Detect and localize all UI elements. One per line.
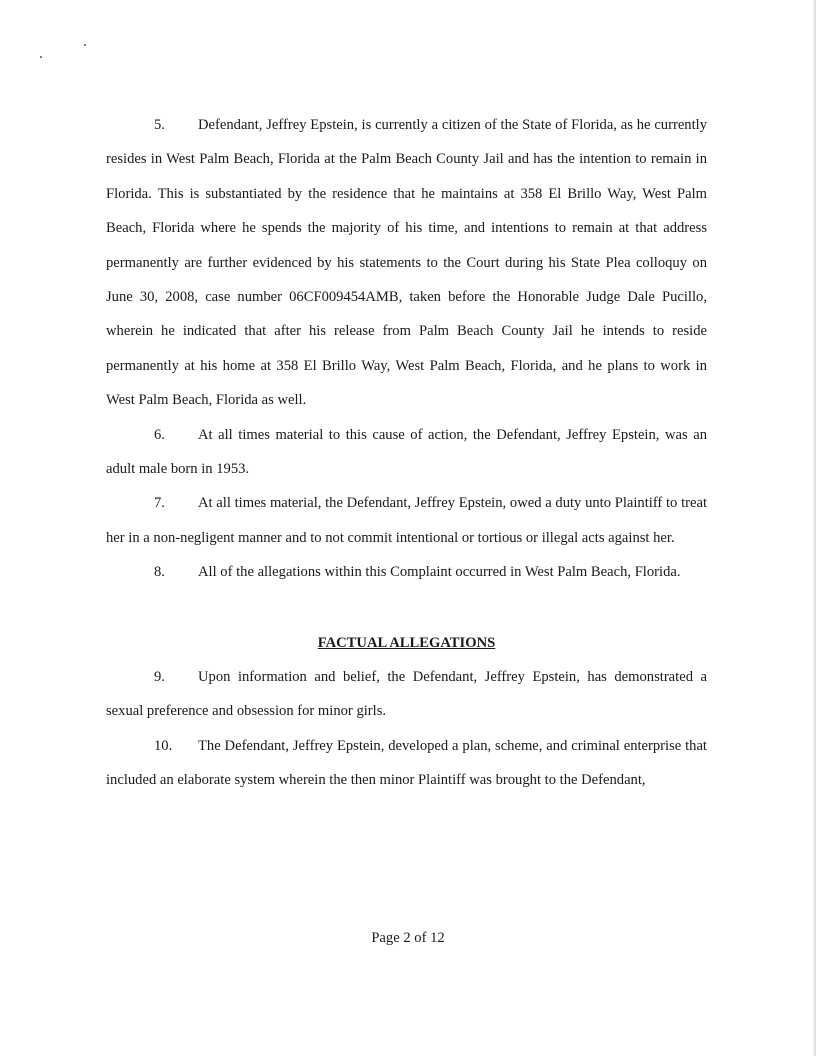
scan-speck <box>40 56 42 58</box>
paragraph-text: All of the allegations within this Complaint occurred in West Palm Beach, Florida. <box>198 564 681 581</box>
paragraph-9 <box>106 660 707 729</box>
paragraph-text: Upon information and belief, the Defendant, Jeffrey Epstein, has demonstrated a sexual preference and obsession for minor girls. <box>106 668 707 720</box>
paragraph-8 <box>106 555 707 589</box>
paragraph-text: Defendant, Jeffrey Epstein, is currently a citizen of the State of Florida, as he currently resides in West Palm Beach, Florida at the Palm Beach County Jail and has the intention to remain in Florida. This is substantiated by the residence that he maintains at 358 El Brillo Way, West Palm Beach, Florida where he spends the majority of his time, and intentions to remain at that address permanently are further evidenced by his statements to the Court during his State Plea colloquy on June 30, 2008, case number 06CF009454AMB, taken before the Honorable Judge Dale Pucillo, wherein he indicated that after his release from Palm Beach County Jail he intends to reside permanently at his home at 358 El Brillo Way, West Palm Beach, Florida, and he plans to work in West Palm Beach, Florida as well. <box>106 117 707 409</box>
paragraph-5 <box>106 108 707 418</box>
paragraph-number: 10. <box>154 737 173 754</box>
paragraph-number: 7. <box>154 495 165 512</box>
paragraph-number: 5. <box>154 117 165 133</box>
section-heading: FACTUAL ALLEGATIONS <box>317 634 496 651</box>
paragraph-text: At all times material to this cause of action, the Defendant, Jeffrey Epstein, was an adult male born in 1953. <box>106 426 707 478</box>
scan-edge <box>812 0 816 1056</box>
paragraph-7 <box>106 486 707 555</box>
scan-speck <box>84 44 86 46</box>
paragraph-number: 8. <box>154 564 165 581</box>
paragraph-text: The Defendant, Jeffrey Epstein, developed a plan, scheme, and criminal enterprise that included an elaborate system wherein the then minor Plaintiff was brought to the Defendant, <box>106 737 707 788</box>
document-body <box>106 108 707 797</box>
paragraph-number: 9. <box>154 668 165 685</box>
paragraph-text: At all times material, the Defendant, Jeffrey Epstein, owed a duty unto Plaintiff to treat her in a non-negligent manner and to not commit intentional or tortious or illegal acts against her. <box>106 495 707 546</box>
paragraph-number: 6. <box>154 426 165 443</box>
page-footer: Page 2 of 12 <box>371 930 445 946</box>
paragraph-6 <box>106 418 707 487</box>
paragraph-10 <box>106 729 707 798</box>
